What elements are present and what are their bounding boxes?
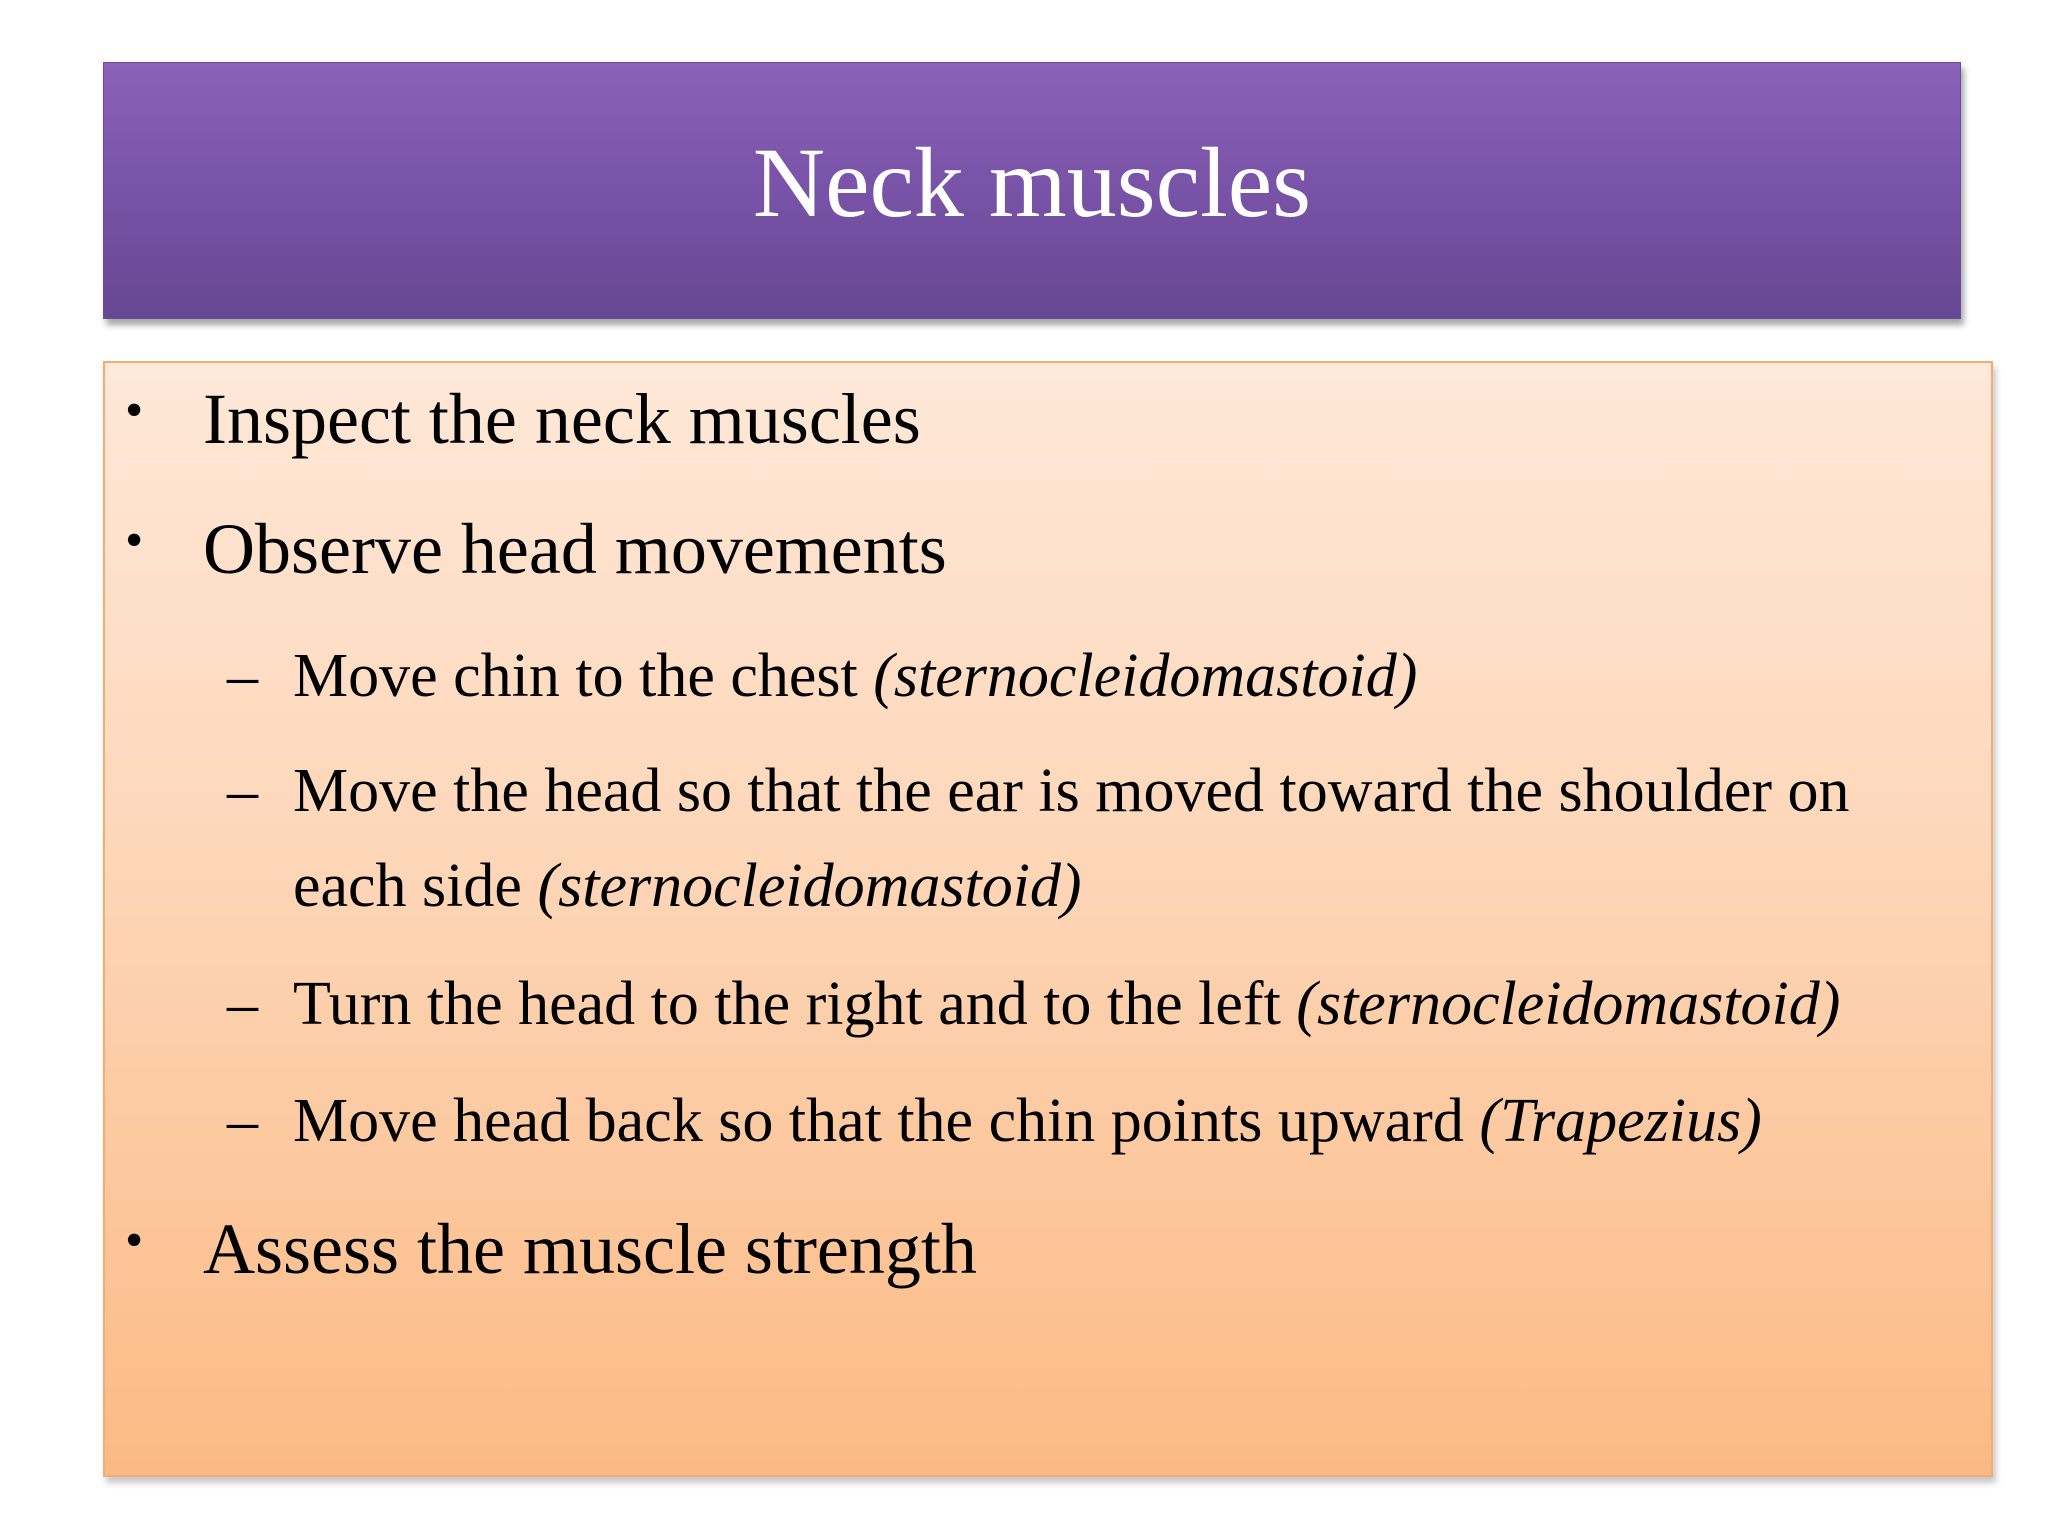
subitem-ear-to-shoulder-line1: Move the head so that the ear is moved toward the shoulder on xyxy=(293,757,1850,825)
subitem-turn-head xyxy=(293,970,1841,1038)
bullet-item-assess: Assess the muscle strength xyxy=(203,1209,977,1289)
bullet-icon: • xyxy=(125,382,144,439)
dash-icon: – xyxy=(227,1087,258,1155)
bullet-item-observe: Observe head movements xyxy=(203,509,947,589)
subitem-head-back xyxy=(293,1087,1762,1155)
bullet-icon: • xyxy=(125,1212,144,1269)
title-banner xyxy=(103,62,1961,319)
muscle-name: (Trapezius) xyxy=(1479,1087,1762,1155)
muscle-name: (sternocleidomastoid) xyxy=(873,642,1418,710)
bullet-item-inspect: Inspect the neck muscles xyxy=(203,379,921,459)
dash-icon: – xyxy=(227,757,258,825)
muscle-name: (sternocleidomastoid) xyxy=(537,852,1082,920)
muscle-name: (sternocleidomastoid) xyxy=(1296,970,1841,1038)
subitem-text: Move chin to the chest xyxy=(293,642,874,710)
dash-icon: – xyxy=(227,970,258,1038)
subitem-chin-to-chest xyxy=(293,642,1418,710)
subitem-ear-to-shoulder-line2 xyxy=(293,852,1082,920)
content-panel xyxy=(103,361,1993,1477)
bullet-icon: • xyxy=(125,512,144,569)
slide-title: Neck muscles xyxy=(752,126,1312,238)
subitem-text: Move head back so that the chin points upward xyxy=(293,1087,1480,1155)
subitem-text: each side xyxy=(293,852,538,920)
subitem-text: Turn the head to the right and to the left xyxy=(293,970,1297,1038)
dash-icon: – xyxy=(227,642,258,710)
